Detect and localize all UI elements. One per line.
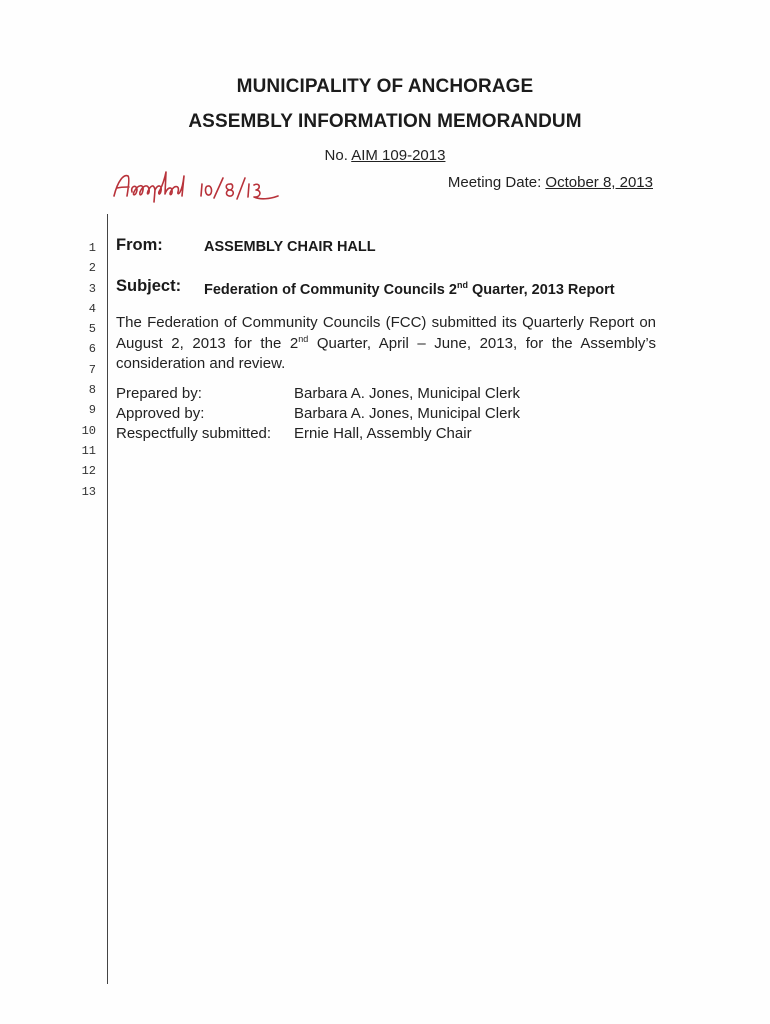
line-number: 3 [88,281,96,296]
line-numbers [72,238,96,502]
line-number: 5 [88,322,96,337]
handwritten-accepted-signature [110,166,285,206]
aim-number-prefix: No. [324,147,352,164]
line-number: 2 [88,261,96,276]
subject-superscript: nd [456,280,468,290]
line-number: 11 [81,443,96,458]
margin-rule [107,214,108,984]
subject-text-start: Federation of Community Councils 2 [204,282,457,298]
line-number: 4 [88,301,96,316]
respectfully-submitted-name: Ernie Hall, Assembly Chair [294,425,472,442]
aim-number [0,147,770,164]
prepared-by-name: Barbara A. Jones, Municipal Clerk [294,385,520,402]
page-title-memorandum: ASSEMBLY INFORMATION MEMORANDUM [188,111,582,132]
from-label: From: [116,236,163,254]
body-text-end: Quarter, April – June, 2013, for the Assembly’s consideration and review. [116,334,656,372]
subject-text-end: Quarter, 2013 Report [467,282,615,298]
line-number: 12 [81,464,96,479]
page-title-municipality: MUNICIPALITY OF ANCHORAGE [236,76,534,97]
line-number: 7 [88,362,96,377]
subject-label: Subject: [116,277,182,295]
approved-by-name: Barbara A. Jones, Municipal Clerk [294,405,520,422]
approved-by-label: Approved by: [116,405,205,422]
body-text-start: The Federation of Community Councils (FCC) submitted its Quarterly Report on August 2, 2013 for the 2 [116,314,656,352]
aim-number-value: AIM 109-2013 [351,147,446,164]
subject-value [204,280,615,298]
memo-body-paragraph [116,313,656,375]
line-number: 9 [88,403,96,418]
prepared-by-label: Prepared by: [116,385,202,402]
meeting-date [448,174,653,191]
line-number: 13 [81,484,96,499]
body-superscript: nd [298,333,309,344]
line-number: 8 [88,383,96,398]
from-value: ASSEMBLY CHAIR HALL [204,239,376,255]
line-number: 1 [88,241,96,255]
meeting-date-label: Meeting Date: [447,174,546,191]
line-number: 6 [88,342,96,357]
respectfully-submitted-label: Respectfully submitted: [116,425,272,442]
meeting-date-value: October 8, 2013 [545,174,653,191]
line-number: 10 [81,423,96,438]
